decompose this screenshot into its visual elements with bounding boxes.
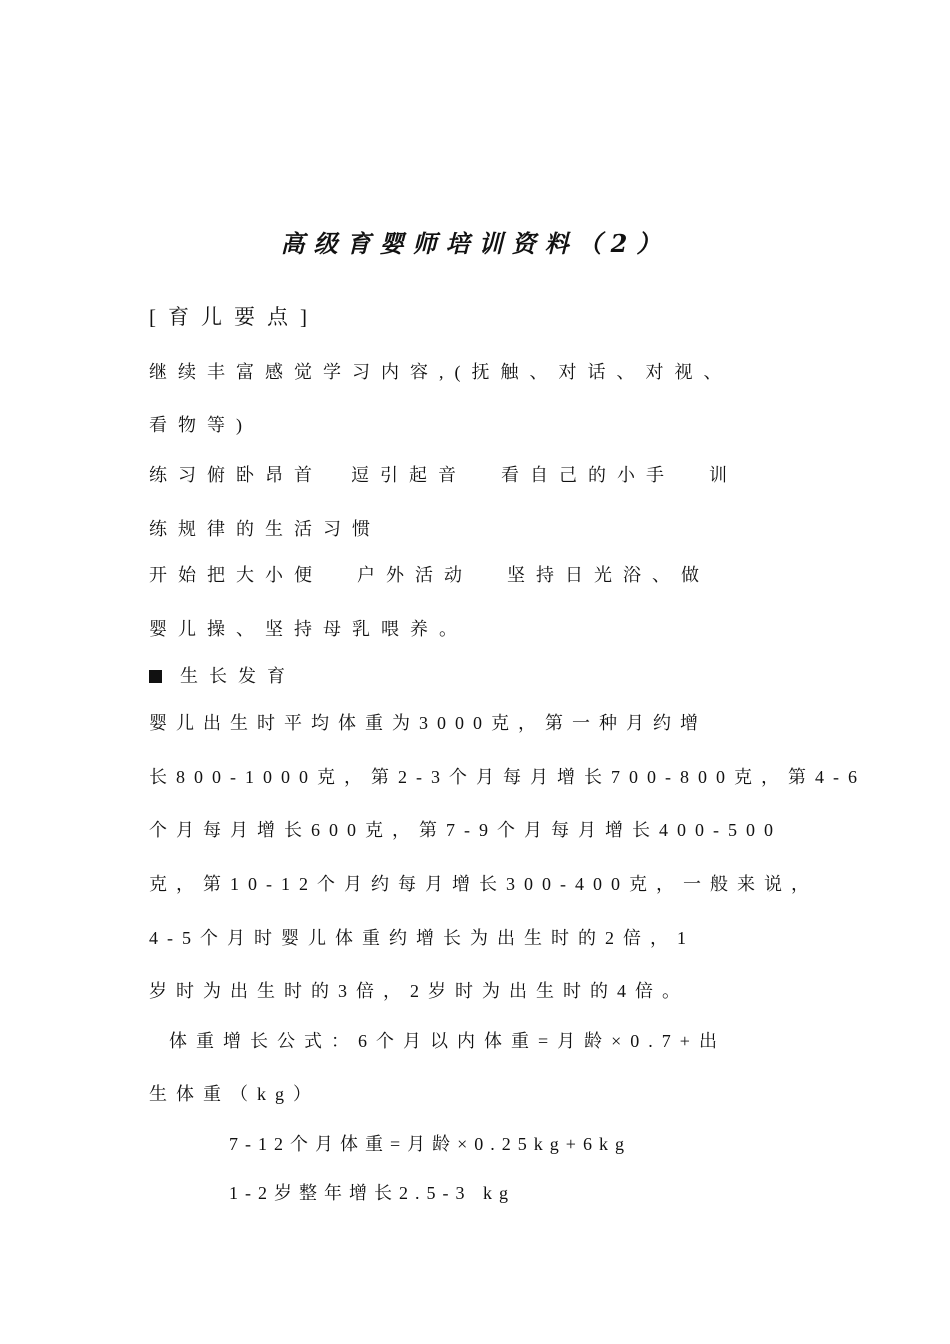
paragraph-phrase: 坚持日光浴、做 bbox=[507, 565, 710, 585]
paragraph-phrase: 户外活动 bbox=[357, 565, 473, 585]
paragraph-phrase: 训 bbox=[709, 465, 738, 485]
paragraph-line: 继续丰富感觉学习内容,(抚触、对话、对视、 bbox=[149, 362, 733, 382]
formula-line: 体重增长公式：6个月以内体重=月龄×0.7+出 bbox=[169, 1031, 726, 1051]
growth-line: 4-5个月时婴儿体重约增长为出生时的2倍，1 bbox=[149, 928, 695, 948]
growth-line: 个月每月增长600克，第7-9个月每月增长400-500 bbox=[149, 820, 782, 840]
paragraph-line: 看物等) bbox=[149, 415, 253, 435]
growth-heading-line bbox=[149, 664, 296, 688]
formula-line: 7-12个月体重=月龄×0.25kg+6kg bbox=[229, 1134, 631, 1154]
paragraph-line bbox=[149, 563, 710, 587]
paragraph-phrase: 练习俯卧昂首 bbox=[149, 465, 323, 485]
paragraph-phrase: 开始把大小便 bbox=[149, 565, 323, 585]
section-heading: [育儿要点] bbox=[149, 305, 319, 329]
growth-line: 克，第10-12个月约每月增长300-400克，一般来说， bbox=[149, 874, 818, 894]
growth-line: 岁时为出生时的3倍，2岁时为出生时的4倍。 bbox=[149, 981, 689, 1001]
formula-line: 生体重（kg） bbox=[149, 1084, 320, 1104]
paragraph-line: 婴儿操、坚持母乳喂养。 bbox=[149, 619, 468, 639]
growth-heading: 生长发育 bbox=[180, 666, 296, 686]
paragraph-phrase: 看自己的小手 bbox=[501, 465, 675, 485]
paragraph-line bbox=[149, 463, 738, 487]
paragraph-phrase: 逗引起音 bbox=[351, 465, 467, 485]
growth-line: 长800-1000克，第2-3个月每月增长700-800克，第4-6 bbox=[149, 767, 866, 787]
document-title: 高级育婴师培训资料（2） bbox=[280, 229, 670, 258]
square-bullet-icon bbox=[149, 670, 162, 683]
paragraph-line: 练规律的生活习惯 bbox=[149, 519, 381, 539]
growth-line: 婴儿出生时平均体重为3000克，第一种月约增 bbox=[149, 713, 707, 733]
formula-line: 1-2岁整年增长2.5-3 kg bbox=[229, 1183, 515, 1203]
